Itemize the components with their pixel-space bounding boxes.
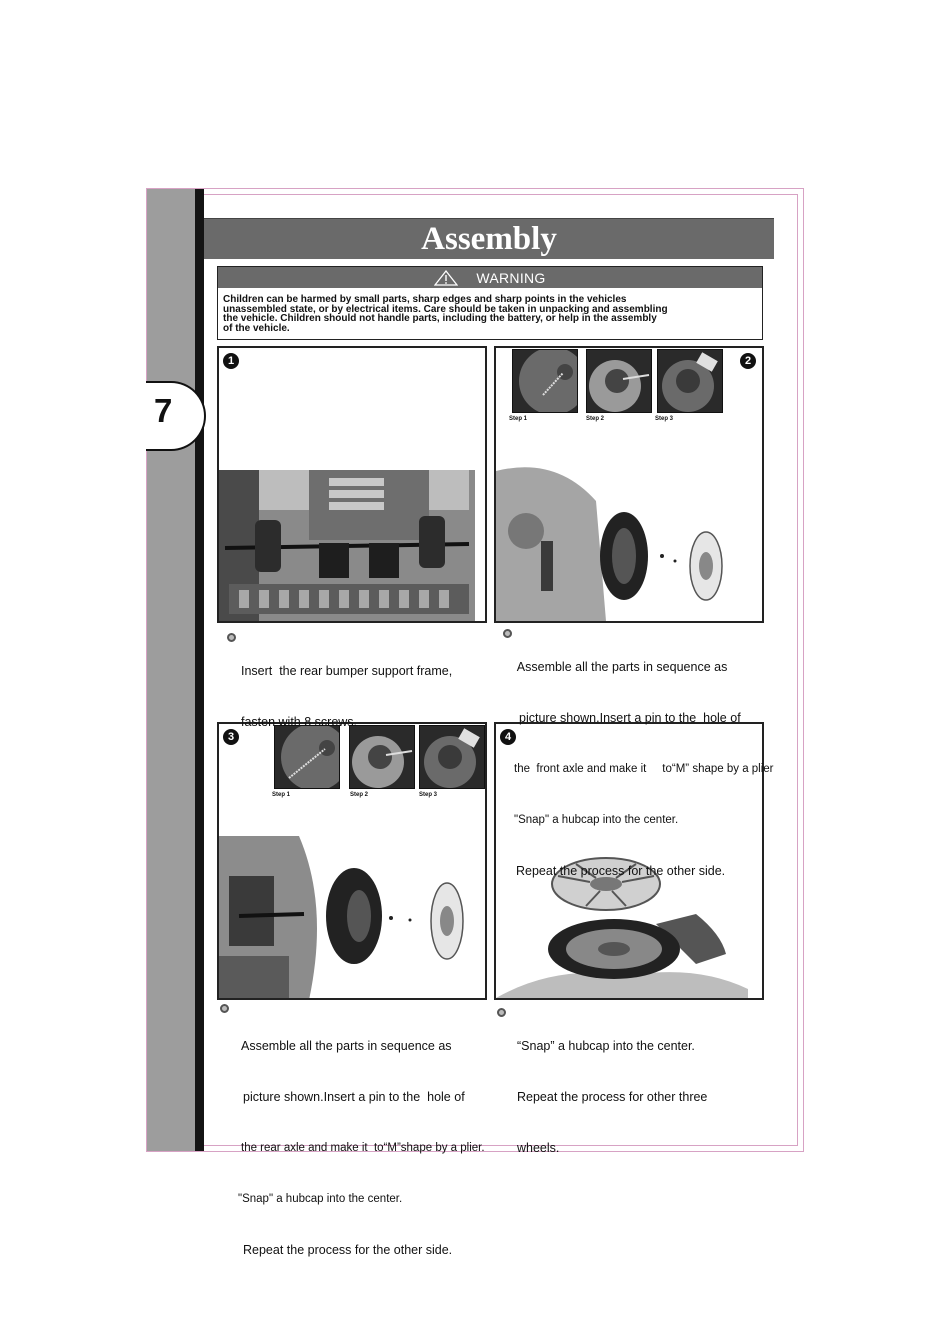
warning-line: the vehicle. Children should not handle parts, including the battery, or help in the assembly <box>223 313 657 324</box>
page-number: 7 <box>154 392 173 429</box>
description-line: the front axle and make it to“M” shape by a plier <box>514 763 774 775</box>
step-number-badge: 4 <box>500 729 516 745</box>
step-number-badge: 2 <box>740 353 756 369</box>
pliers-thumbnail <box>658 350 722 412</box>
rear-bumper-illustration <box>219 348 485 621</box>
page-title: Assembly <box>421 220 557 257</box>
description-line: picture shown.Insert a pin to the hole of <box>519 711 741 725</box>
step-1-description <box>241 629 452 748</box>
step-number-badge: 1 <box>223 353 239 369</box>
thumbnail-label: Step 3 <box>655 416 674 422</box>
description-line: the rear axle and make it to“M”shape by a plier. <box>241 1142 485 1154</box>
thumbnail-label: Step 1 <box>509 416 528 422</box>
rear-wheel-illustration <box>219 836 485 1000</box>
description-line: fasten with 8 screws. <box>241 715 358 729</box>
description-line: "Snap" a hubcap into the center. <box>514 814 679 826</box>
step-1-panel <box>217 346 487 623</box>
warning-triangle-icon <box>434 270 458 286</box>
bullet-icon <box>503 629 512 638</box>
description-line: Repeat the process for the other side. <box>516 864 726 878</box>
description-line: Insert the rear bumper support frame, <box>241 664 453 678</box>
description-line: Repeat the process for other three <box>517 1090 708 1104</box>
thumbnail-label: Step 2 <box>350 792 369 798</box>
warning-label: WARNING <box>476 269 546 286</box>
front-wheel-illustration <box>496 461 762 621</box>
description-line: Assemble all the parts in sequence as <box>241 1039 452 1053</box>
description-line: “Snap” a hubcap into the center. <box>517 1039 695 1053</box>
bullet-icon <box>227 633 236 642</box>
side-strip <box>147 189 195 1151</box>
bullet-icon <box>220 1004 229 1013</box>
warning-line: unassembled state, or by electrical items. Care should be taken in unpacking and assembling <box>223 303 668 315</box>
title-bar <box>204 218 774 259</box>
description-line: Repeat the process for the other side. <box>243 1243 453 1257</box>
step-thumbnail <box>657 349 723 413</box>
thumbnail-label: Step 1 <box>272 792 291 798</box>
description-line: wheels. <box>517 1141 560 1155</box>
warning-header <box>218 267 762 288</box>
step-3-description <box>238 1004 485 1276</box>
step-3-panel <box>217 722 487 1000</box>
step-number-badge: 3 <box>223 729 239 745</box>
description-line: Assemble all the parts in sequence as <box>514 660 728 674</box>
pin-insert-thumbnail <box>513 350 577 412</box>
thumbnail-label: Step 3 <box>419 792 438 798</box>
step-thumbnail <box>512 349 578 413</box>
warning-line: Children can be harmed by small parts, sharp edges and sharp points in the vehicles <box>223 294 627 305</box>
step-thumbnail <box>586 349 652 413</box>
warning-text <box>223 295 761 333</box>
thumbnail-label: Step 2 <box>586 416 605 422</box>
description-line: "Snap" a hubcap into the center. <box>238 1193 403 1205</box>
side-strip-edge <box>195 189 204 1151</box>
description-line: picture shown.Insert a pin to the hole of <box>243 1090 465 1104</box>
step-2-panel <box>494 346 764 623</box>
warning-line: of the vehicle. <box>223 322 290 334</box>
pin-bend-thumbnail <box>587 350 651 412</box>
step-4-description <box>517 1004 707 1174</box>
bullet-icon <box>497 1008 506 1017</box>
step-2-description <box>514 625 774 897</box>
